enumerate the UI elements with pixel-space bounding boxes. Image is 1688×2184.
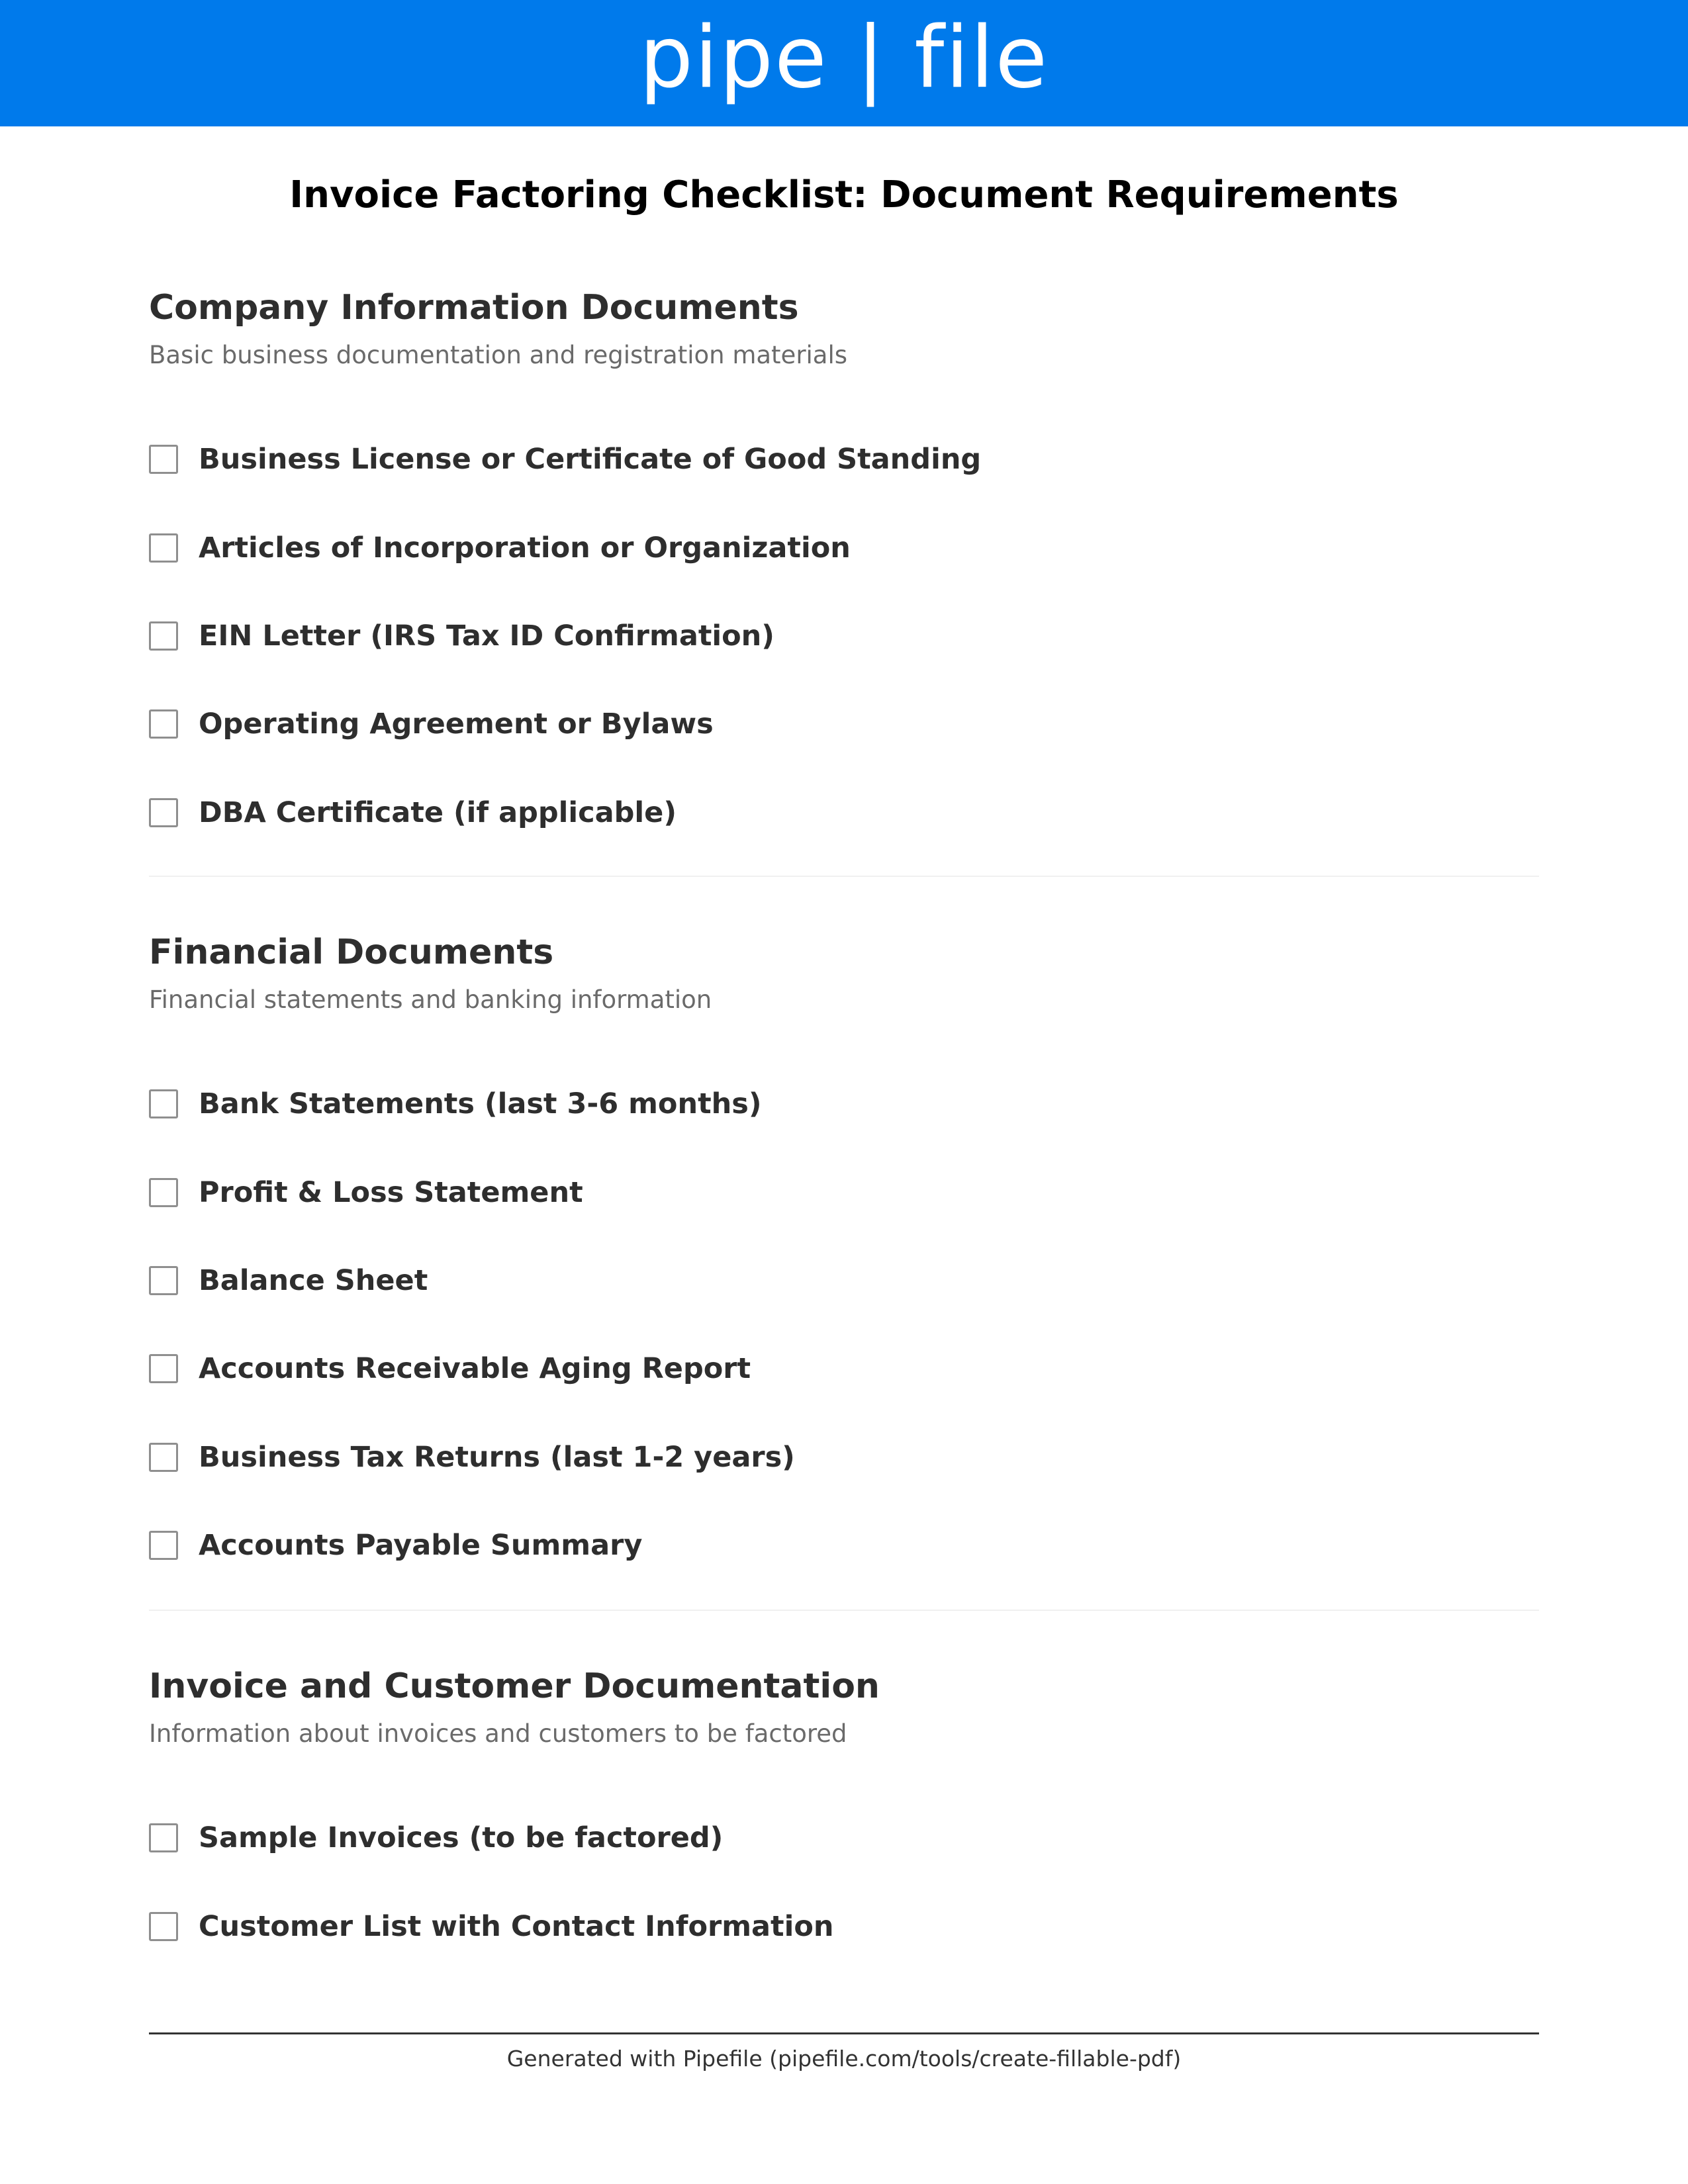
checkbox[interactable] <box>149 1912 178 1941</box>
checkbox[interactable] <box>149 445 178 474</box>
pipefile-logo: pipe | file <box>639 9 1049 107</box>
section-divider <box>149 1610 1539 1611</box>
checklist-item-label: Accounts Payable Summary <box>199 1529 643 1562</box>
section-description-financial-documents: Financial statements and banking information <box>149 985 712 1014</box>
checkbox[interactable] <box>149 1089 178 1118</box>
checkbox[interactable] <box>149 1354 178 1383</box>
checkbox[interactable] <box>149 1823 178 1852</box>
footer-rule <box>149 2032 1539 2034</box>
header-bar <box>0 0 1688 126</box>
checklist-item-label: Operating Agreement or Bylaws <box>199 707 714 741</box>
section-title-invoice-customer: Invoice and Customer Documentation <box>149 1666 880 1706</box>
checkbox[interactable] <box>149 1531 178 1560</box>
checkbox[interactable] <box>149 1178 178 1207</box>
checklist-item-label: DBA Certificate (if applicable) <box>199 796 677 829</box>
checklist-item-label: Bank Statements (last 3-6 months) <box>199 1087 762 1120</box>
checklist-item-label: Profit & Loss Statement <box>199 1176 583 1209</box>
checkbox[interactable] <box>149 621 178 651</box>
checklist-item-label: Sample Invoices (to be factored) <box>199 1821 724 1854</box>
checkbox[interactable] <box>149 798 178 827</box>
section-description-invoice-customer: Information about invoices and customers to be factored <box>149 1719 847 1748</box>
footer-text: Generated with Pipefile (pipefile.com/tools/create-fillable-pdf) <box>506 2046 1182 2071</box>
checkbox[interactable] <box>149 1443 178 1472</box>
checklist-item-label: Business License or Certificate of Good Standing <box>199 443 982 476</box>
checklist-item-label: EIN Letter (IRS Tax ID Confirmation) <box>199 619 774 653</box>
checkbox[interactable] <box>149 1266 178 1295</box>
checkbox[interactable] <box>149 709 178 739</box>
checkbox[interactable] <box>149 533 178 563</box>
section-title-company-information: Company Information Documents <box>149 288 799 328</box>
section-title-financial-documents: Financial Documents <box>149 933 554 972</box>
section-divider <box>149 876 1539 877</box>
checklist-item-label: Accounts Receivable Aging Report <box>199 1352 751 1385</box>
checklist-item-label: Articles of Incorporation or Organization <box>199 531 851 565</box>
section-description-company-information: Basic business documentation and registration materials <box>149 341 848 369</box>
checklist-item-label: Business Tax Returns (last 1-2 years) <box>199 1441 795 1474</box>
checklist-item-label: Balance Sheet <box>199 1264 428 1297</box>
page-title: Invoice Factoring Checklist: Document Requirements <box>289 173 1399 216</box>
checklist-item-label: Customer List with Contact Information <box>199 1910 834 1943</box>
